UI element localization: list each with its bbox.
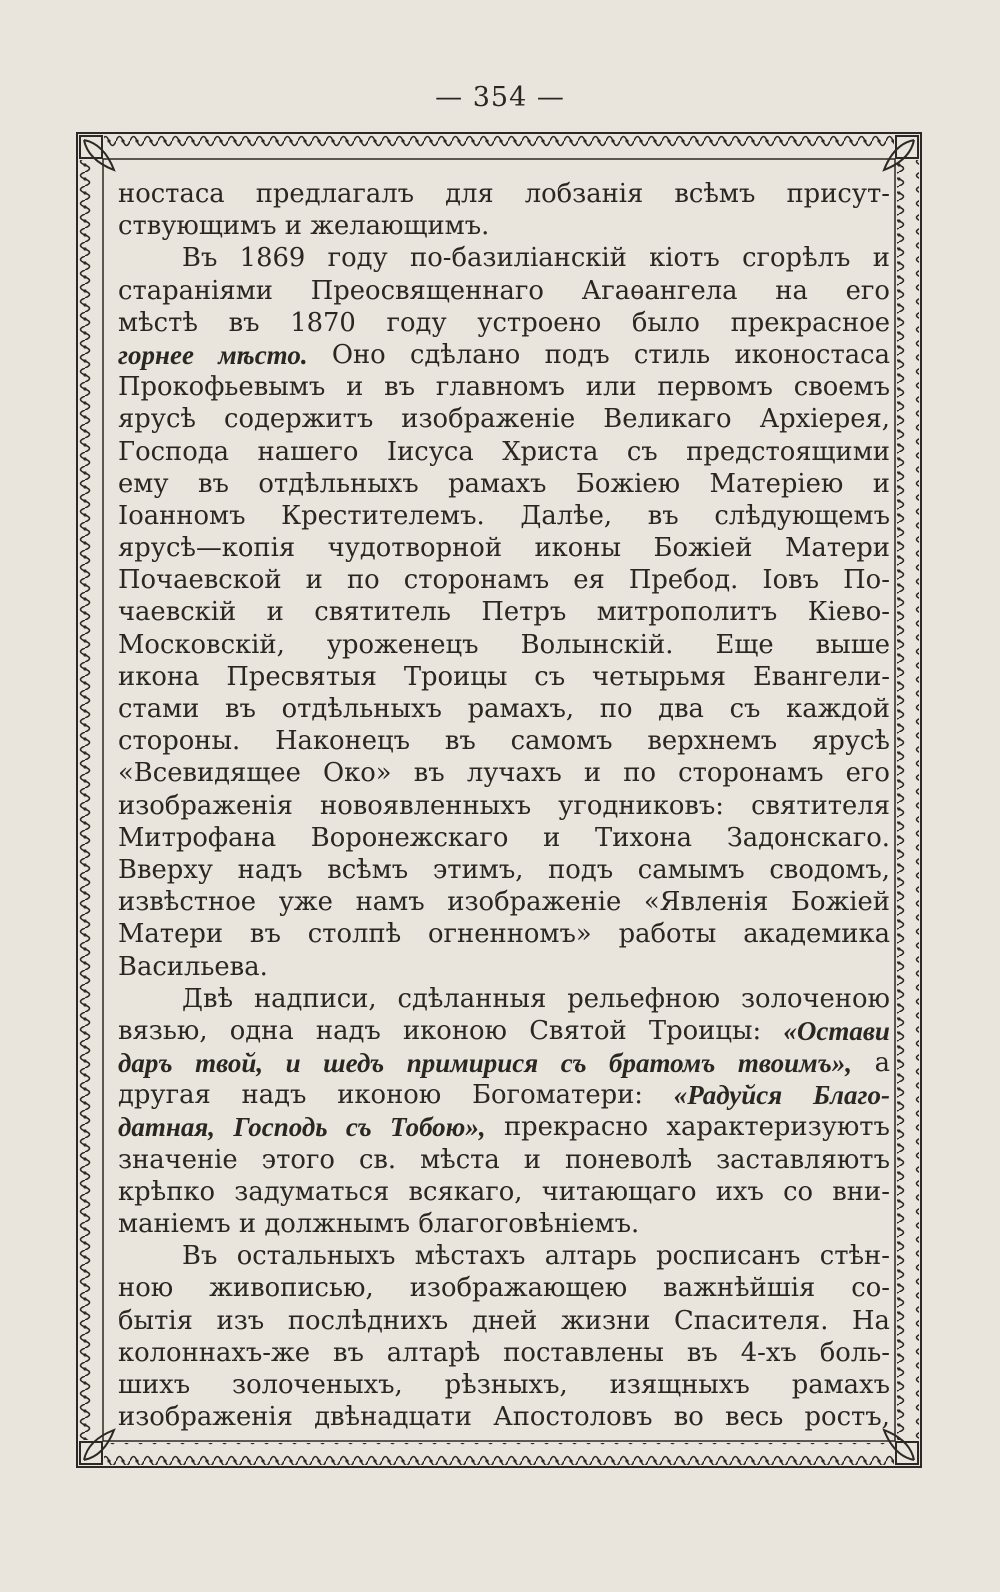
- word: слѣдующемъ: [714, 500, 890, 531]
- word: алтарь: [544, 1241, 637, 1272]
- word: и: [543, 822, 561, 853]
- word: лобзанія: [524, 179, 644, 209]
- word: этого: [261, 1144, 335, 1175]
- word: съ: [345, 1112, 372, 1143]
- word: всѣмъ: [674, 179, 756, 209]
- word: Божіею: [575, 468, 681, 499]
- word: остальныхъ: [236, 1241, 396, 1272]
- word: и: [284, 211, 302, 242]
- word: колоннахъ-же: [118, 1337, 311, 1368]
- word: росписанъ: [656, 1241, 801, 1272]
- word: Почаевской: [118, 565, 282, 596]
- word: главномъ: [435, 372, 565, 403]
- word: ярусѣ—копія: [118, 533, 296, 564]
- word: съ: [534, 661, 566, 692]
- word: иконостаса: [734, 339, 890, 370]
- word: предлагалъ: [255, 179, 415, 209]
- word: и: [238, 1209, 257, 1239]
- word: изъ: [216, 1305, 265, 1336]
- word: огненномъ»: [428, 919, 592, 950]
- word: всѣмъ: [327, 854, 409, 885]
- word: живописью,: [209, 1273, 374, 1304]
- word: подъ: [548, 854, 614, 885]
- word: 1869: [239, 243, 306, 274]
- word: 1870: [290, 307, 356, 338]
- word: «Явленія: [643, 887, 769, 918]
- word: Око»: [323, 758, 392, 789]
- word: выше: [815, 629, 890, 660]
- word: характеризуютъ: [666, 1112, 890, 1143]
- text-line: [118, 951, 890, 983]
- word: Великаго: [603, 404, 732, 435]
- word: въ: [228, 307, 260, 338]
- word: бытія: [118, 1305, 193, 1336]
- word: четырьмя: [592, 661, 727, 692]
- word: На: [852, 1305, 890, 1336]
- text-line: [118, 1305, 890, 1337]
- word: самымъ: [637, 854, 745, 885]
- word: Святой: [529, 1015, 627, 1046]
- word: его: [845, 758, 890, 789]
- word: въ: [647, 500, 679, 531]
- word: Матери: [118, 919, 224, 950]
- word: одна: [229, 1015, 294, 1046]
- word: боль-: [819, 1337, 890, 1368]
- text-line: [118, 1369, 890, 1401]
- word: иконою: [337, 1080, 442, 1111]
- word: дней: [471, 1305, 538, 1336]
- word: золоченою: [740, 983, 890, 1014]
- word: Троицы: [403, 661, 508, 692]
- word: подъ: [544, 339, 610, 370]
- word: «Остави: [783, 1015, 890, 1046]
- word: ностаса: [118, 179, 225, 209]
- word: датная,: [118, 1112, 216, 1143]
- word: самомъ: [510, 726, 613, 757]
- word: сдѣлано: [409, 339, 521, 370]
- word: Кіево-: [807, 597, 890, 628]
- text-line: [118, 661, 890, 693]
- word: столпѣ: [307, 919, 402, 950]
- word: съ: [729, 694, 761, 724]
- word: надъ: [241, 1080, 307, 1111]
- word: Крестителемъ.: [281, 500, 485, 531]
- word: вни-: [832, 1176, 890, 1207]
- text-line: [118, 596, 890, 628]
- word: Апостоловъ: [493, 1402, 653, 1433]
- word: Евангели-: [752, 661, 890, 692]
- word: Тихона: [594, 822, 693, 853]
- word: мѣсто.: [218, 339, 308, 370]
- word: этимъ,: [432, 854, 524, 885]
- word: твоимъ»,: [737, 1048, 853, 1079]
- word: мѣста: [420, 1144, 500, 1175]
- word: читающаго: [541, 1176, 697, 1207]
- word: жизни: [561, 1305, 651, 1336]
- word: и: [872, 243, 890, 274]
- word: важнѣйшія: [663, 1273, 816, 1304]
- text-line: [118, 1079, 890, 1111]
- text-line: [118, 1047, 890, 1079]
- word: по-базиліанскій: [410, 243, 627, 274]
- text-line: [118, 886, 890, 918]
- word: новоявленныхъ: [320, 790, 532, 821]
- word: Пресвятыя: [226, 661, 377, 692]
- word: По-: [843, 565, 890, 596]
- word: его: [845, 275, 890, 306]
- word: въ: [249, 919, 281, 950]
- word: св.: [358, 1144, 397, 1175]
- word: Іовъ: [762, 565, 820, 596]
- word: ярусѣ: [118, 404, 196, 435]
- word: верхнемъ: [647, 726, 778, 757]
- word: угодниковъ:: [558, 790, 724, 821]
- word: со-: [851, 1273, 890, 1304]
- word: Вверху: [118, 854, 213, 885]
- word: Воронежскаго: [310, 822, 509, 853]
- word: ростъ,: [804, 1402, 890, 1433]
- word: сгорѣлъ: [742, 243, 851, 274]
- word: и: [266, 597, 284, 628]
- word: рѣзныхъ,: [444, 1369, 568, 1400]
- text-line: [118, 790, 890, 822]
- word: съ: [560, 1048, 587, 1079]
- text-line: [118, 757, 890, 789]
- text-line: [118, 629, 890, 661]
- word: благоговѣніемъ.: [418, 1209, 640, 1239]
- word: всякаго,: [408, 1176, 523, 1207]
- word: академика: [743, 919, 890, 950]
- word: Іисуса: [386, 436, 474, 467]
- word: и: [872, 468, 890, 499]
- word: ствующимъ: [118, 211, 277, 242]
- word: даръ: [118, 1048, 173, 1079]
- word: сторонамъ: [403, 565, 550, 596]
- text-line: [118, 1208, 890, 1240]
- word: маніемъ: [118, 1209, 231, 1239]
- word: задуматься: [234, 1176, 390, 1207]
- word: присут-: [786, 179, 890, 209]
- word: въ: [384, 372, 416, 403]
- word: Архіерея,: [759, 404, 890, 435]
- word: иконою: [402, 1015, 508, 1046]
- word: ему: [118, 468, 169, 499]
- word: лучахъ: [466, 758, 562, 789]
- word: ярусѣ: [812, 726, 890, 757]
- word: отдѣльныхъ: [281, 694, 442, 724]
- word: для: [445, 179, 494, 209]
- word: со: [783, 1176, 814, 1207]
- word: Божіей: [791, 887, 890, 918]
- text-line: [118, 1337, 890, 1369]
- text-line: [118, 822, 890, 854]
- word: Васильева.: [118, 951, 268, 982]
- text-line: [118, 307, 890, 339]
- word: мѣстахъ: [414, 1241, 526, 1272]
- word: по: [346, 565, 380, 596]
- word: изящныхъ: [609, 1369, 750, 1400]
- text-line: [118, 275, 890, 307]
- word: чудотворной: [327, 533, 503, 564]
- word: шихъ: [118, 1369, 191, 1400]
- word: Въ: [182, 243, 218, 274]
- word: изображенія: [118, 1402, 293, 1433]
- word: святителя: [751, 790, 890, 821]
- word: Троицы:: [648, 1015, 762, 1046]
- word: твой,: [195, 1048, 264, 1079]
- word: вязью,: [118, 1015, 208, 1046]
- word: надъ: [237, 854, 303, 885]
- word: и: [346, 372, 364, 403]
- word: по: [599, 694, 633, 724]
- word: поневолѣ: [564, 1144, 693, 1175]
- text-line: [118, 983, 890, 1015]
- text-line: [118, 1272, 890, 1304]
- word: алтарѣ: [386, 1337, 481, 1368]
- word: стараніями: [118, 275, 273, 306]
- word: изображающею: [409, 1273, 628, 1304]
- word: чаевскій: [118, 597, 237, 628]
- word: въ: [225, 694, 256, 724]
- word: рамахъ,: [467, 694, 575, 724]
- text-line: [118, 178, 890, 210]
- word: Петръ: [481, 597, 567, 628]
- word: заставляютъ: [716, 1144, 890, 1175]
- text-line: [118, 564, 890, 596]
- word: намъ: [355, 887, 425, 918]
- word: сдѣланныя: [397, 983, 547, 1014]
- word: Благо-: [812, 1080, 890, 1111]
- text-line: [118, 693, 890, 725]
- word: Христа: [502, 436, 599, 467]
- text-line: [118, 500, 890, 532]
- word: прекрасное: [730, 307, 890, 338]
- text-line: [118, 339, 890, 371]
- word: стиль: [633, 339, 711, 370]
- word: горнее: [118, 339, 194, 370]
- text-line: [118, 532, 890, 564]
- word: а: [874, 1048, 890, 1079]
- word: Митрофана: [118, 822, 277, 853]
- word: Преосвященнаго: [310, 275, 544, 306]
- word: изображенія: [118, 790, 293, 821]
- word: стами: [118, 694, 200, 724]
- word: Еще: [715, 629, 774, 660]
- word: Прокофьевымъ: [118, 372, 326, 403]
- word: «Всевидящее: [118, 758, 301, 789]
- word: году: [327, 243, 388, 274]
- word: рельефною: [567, 983, 721, 1014]
- word: Пребод.: [628, 565, 739, 596]
- word: прекрасно: [503, 1112, 649, 1143]
- word: послѣднихъ: [287, 1305, 449, 1336]
- word: было: [631, 307, 700, 338]
- word: шедъ: [323, 1048, 385, 1079]
- word: Въ: [182, 1241, 218, 1272]
- word: Волынскій.: [520, 629, 674, 660]
- word: Спасителя.: [674, 1305, 829, 1336]
- word: содержитъ: [224, 404, 374, 435]
- word: въ: [413, 758, 445, 789]
- word: Агаѳангела: [581, 275, 738, 306]
- word: и: [523, 1144, 541, 1175]
- word: и: [305, 565, 323, 596]
- word: съ: [626, 436, 658, 467]
- word: Господа: [118, 436, 230, 467]
- word: Божіей: [653, 533, 753, 564]
- word: изображеніе: [447, 887, 622, 918]
- word: уже: [278, 887, 333, 918]
- word: каждой: [786, 694, 890, 724]
- word: «Радуйся: [673, 1080, 783, 1111]
- word: Матеріею: [709, 468, 844, 499]
- word: значеніе: [118, 1144, 238, 1175]
- word: Матери: [784, 533, 890, 564]
- text-line: [118, 468, 890, 500]
- word: сторонамъ: [678, 758, 824, 789]
- word: другая: [118, 1080, 211, 1111]
- word: и: [583, 758, 602, 789]
- word: извѣстное: [118, 887, 257, 918]
- word: двѣнадцати: [314, 1402, 472, 1433]
- word: Іоанномъ: [118, 500, 246, 531]
- text-line: [118, 1176, 890, 1208]
- text-line: [118, 242, 890, 274]
- word: Наконецъ: [275, 726, 411, 757]
- text-line: [118, 371, 890, 403]
- word: Богоматери:: [472, 1080, 643, 1111]
- word: желающимъ.: [310, 211, 490, 242]
- text-line: [118, 1144, 890, 1176]
- word: рамахъ: [791, 1369, 890, 1400]
- text-line: [118, 436, 890, 468]
- word: икона: [118, 661, 200, 692]
- word: нашего: [257, 436, 359, 467]
- text-line: [118, 403, 890, 435]
- word: году: [386, 307, 447, 338]
- word: ея: [573, 565, 605, 596]
- word: въ: [332, 1337, 364, 1368]
- word: отдѣльныхъ: [258, 468, 419, 499]
- word: стѣн-: [819, 1241, 890, 1272]
- word: стороны.: [118, 726, 241, 757]
- word: по: [623, 758, 656, 789]
- word: ною: [118, 1273, 174, 1304]
- word: сводомъ,: [769, 854, 890, 885]
- word: братомъ: [609, 1048, 716, 1079]
- word: кіотъ: [649, 243, 720, 274]
- word: ихъ: [715, 1176, 764, 1207]
- word: Оно: [331, 339, 386, 370]
- word: Московскій,: [118, 629, 285, 660]
- word: золоченыхъ,: [232, 1369, 403, 1400]
- word: изображеніе: [401, 404, 576, 435]
- word: предстоящими: [686, 436, 890, 467]
- text-line: [118, 1240, 890, 1272]
- word: уроженецъ: [326, 629, 479, 660]
- word: своемъ: [793, 372, 890, 403]
- word: во: [673, 1402, 704, 1433]
- text-line: [118, 725, 890, 757]
- word: 4-хъ: [740, 1337, 797, 1368]
- text-line: [118, 918, 890, 950]
- word: въ: [197, 468, 229, 499]
- text-line: [118, 1015, 890, 1047]
- word: надписи,: [253, 983, 377, 1014]
- word: должнымъ: [264, 1209, 411, 1239]
- word: Двѣ: [182, 983, 234, 1014]
- word: Тобою»,: [390, 1112, 486, 1143]
- word: рамахъ: [448, 468, 547, 499]
- word: митрополитъ: [596, 597, 778, 628]
- word: два: [658, 694, 704, 724]
- word: Задонскаго.: [726, 822, 890, 853]
- word: крѣпко: [118, 1176, 216, 1207]
- word: работы: [618, 919, 717, 950]
- word: или: [585, 372, 637, 403]
- text-line: [118, 1401, 890, 1433]
- word: въ: [686, 1337, 718, 1368]
- text-line: [118, 854, 890, 886]
- word: Далѣе,: [520, 500, 613, 531]
- word: и: [285, 1048, 301, 1079]
- word: мѣстѣ: [118, 307, 198, 338]
- word: въ: [444, 726, 476, 757]
- word: устроено: [477, 307, 602, 338]
- word: поставлены: [503, 1337, 664, 1368]
- word: Господь: [233, 1112, 328, 1143]
- word: первомъ: [657, 372, 773, 403]
- text-line: [118, 1111, 890, 1143]
- word: весь: [725, 1402, 784, 1433]
- word: святитель: [314, 597, 451, 628]
- word: на: [775, 275, 808, 306]
- text-line: [118, 210, 890, 242]
- word: примирися: [406, 1048, 539, 1079]
- word: надъ: [315, 1015, 381, 1046]
- page-number: — 354 —: [435, 82, 565, 113]
- body-text: [118, 178, 890, 1433]
- word: иконы: [534, 533, 622, 564]
